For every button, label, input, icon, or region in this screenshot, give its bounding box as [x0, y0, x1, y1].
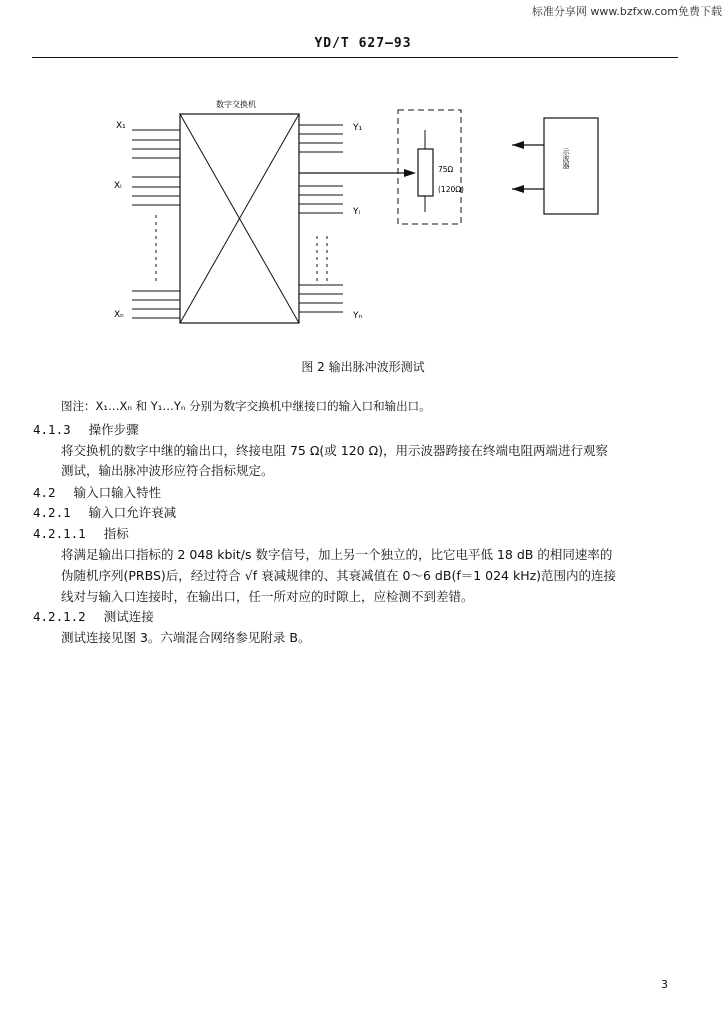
- section-title: 操作步骤: [88, 422, 139, 437]
- termination-arrow: [404, 169, 416, 177]
- input-xi-label: Xᵢ: [114, 181, 122, 191]
- output-yi-label: Yᵢ: [353, 207, 361, 217]
- oscilloscope-label: 示波器: [562, 148, 570, 169]
- section-4-2-1-1-heading: [33, 524, 129, 542]
- section-4-2-heading: [33, 483, 161, 501]
- paragraph-line: 测试连接见图 3。六端混合网络参见附录 B。: [61, 630, 311, 645]
- section-title: 指标: [103, 526, 129, 541]
- section-number: 4.2.1.2: [33, 609, 86, 624]
- section-title: 输入口输入特性: [73, 485, 162, 500]
- probe-arrowhead-upper: [512, 141, 524, 149]
- input-x1-label: X₁: [116, 121, 126, 131]
- section-title: 输入口允许衰减: [88, 505, 177, 520]
- section-number: 4.2.1: [33, 505, 71, 520]
- section-4-1-3-heading: [33, 420, 139, 438]
- section-number: 4.2: [33, 485, 56, 500]
- figure-note: 图注：X₁…Xₙ 和 Y₁…Yₙ 分别为数字交换机中继接口的输入口和输出口。: [61, 399, 431, 413]
- resistor-value-label: 75Ω: [438, 165, 454, 174]
- watermark-text: 标准分享网 www.bzfxw.com免费下载: [531, 5, 722, 18]
- oscilloscope-box: [544, 118, 598, 214]
- output-lines: [299, 125, 343, 312]
- output-y1-label: Y₁: [353, 123, 363, 133]
- probe-arrowhead-lower: [512, 185, 524, 193]
- paragraph-line: 将满足输出口指标的 2 048 kbit/s 数字信号，加上另一个独立的，比它电平低 18 dB 的相同速率的: [61, 547, 613, 562]
- section-4-2-1-heading: [33, 503, 176, 521]
- standard-number-header: YD/T 627—93: [314, 36, 412, 51]
- resistor: [418, 149, 433, 196]
- paragraph-line: 测试，输出脉冲波形应符合指标规定。: [61, 463, 274, 478]
- output-yn-label: Yₙ: [353, 311, 363, 321]
- page-number: 3: [661, 978, 668, 991]
- section-4-2-1-2-heading: [33, 607, 154, 625]
- resistor-alt-value-label: (120Ω): [438, 185, 464, 194]
- switch-label: 数字交换机: [216, 100, 256, 109]
- section-title: 测试连接: [103, 609, 154, 624]
- input-xn-label: Xₙ: [114, 310, 124, 320]
- section-number: 4.2.1.1: [33, 526, 86, 541]
- figure-caption: 图 2 输出脉冲波形测试: [301, 360, 425, 374]
- paragraph-line: 将交换机的数字中继的输出口，终接电阻 75 Ω(或 120 Ω)，用示波器跨接在终端电阻两端进行观察: [61, 443, 609, 458]
- paragraph-line: 线对与输入口连接时，在输出口，任一所对应的时隙上，应检测不到差错。: [61, 589, 474, 604]
- section-number: 4.1.3: [33, 422, 71, 437]
- paragraph-line: 伪随机序列(PRBS)后，经过符合 √f 衰减规律的、其衰减值在 0～6 dB(f＝1 024 kHz)范围内的连接: [61, 568, 617, 583]
- figure-2-diagram: [0, 0, 726, 350]
